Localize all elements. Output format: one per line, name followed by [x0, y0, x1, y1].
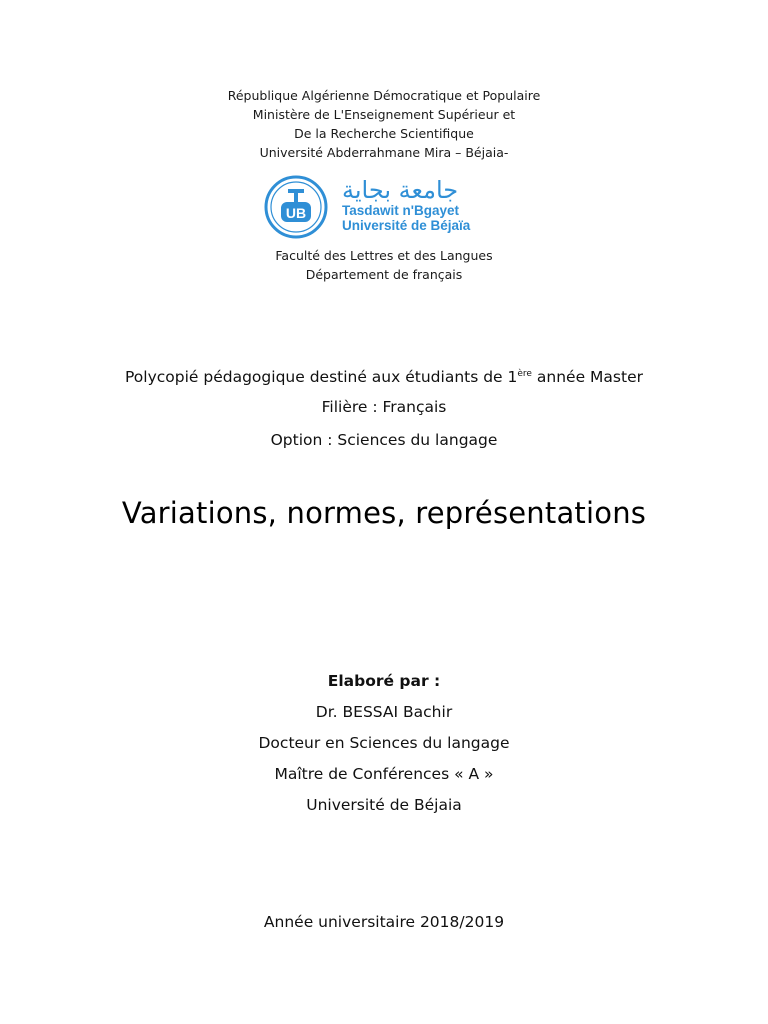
department-name: Département de français: [305, 267, 463, 282]
author-rank: Maître de Conférences « A »: [274, 765, 494, 783]
course-line-sup: ère: [517, 369, 532, 379]
faculty-block: [0, 246, 768, 284]
author-label: Elaboré par :: [327, 672, 441, 690]
course-line: [0, 364, 768, 387]
course-line-end: année Master: [531, 368, 643, 386]
logo-berber-text: Tasdawit n'Bgayet: [342, 203, 459, 218]
author-university: Université de Béjaia: [306, 796, 462, 814]
emblem-initials: UB: [285, 205, 307, 221]
course-option: Option : Sciences du langage: [270, 431, 498, 449]
header-research: De la Recherche Scientifique: [294, 126, 474, 141]
header-ministry: Ministère de L'Enseignement Supérieur et: [252, 107, 516, 122]
faculty-name: Faculté des Lettres et des Langues: [275, 248, 493, 263]
header-university: Université Abderrahmane Mira – Béjaia-: [259, 145, 509, 160]
author-degree: Docteur en Sciences du langage: [258, 734, 510, 752]
header-block: [0, 86, 768, 162]
university-logo: [264, 175, 504, 239]
header-republic: République Algérienne Démocratique et Populaire: [227, 88, 541, 103]
logo-french-text: Université de Béjaïa: [342, 218, 471, 233]
document-title: Variations, normes, représentations: [121, 496, 647, 530]
course-line-text: Polycopié pédagogique destiné aux étudiants de 1: [125, 368, 518, 386]
university-emblem-icon: [264, 175, 328, 239]
logo-arabic-text: جامعة بجاية: [342, 176, 459, 204]
course-filiere: Filière : Français: [321, 398, 447, 416]
author-name: Dr. BESSAI Bachir: [315, 703, 453, 721]
academic-year: Année universitaire 2018/2019: [263, 913, 505, 931]
